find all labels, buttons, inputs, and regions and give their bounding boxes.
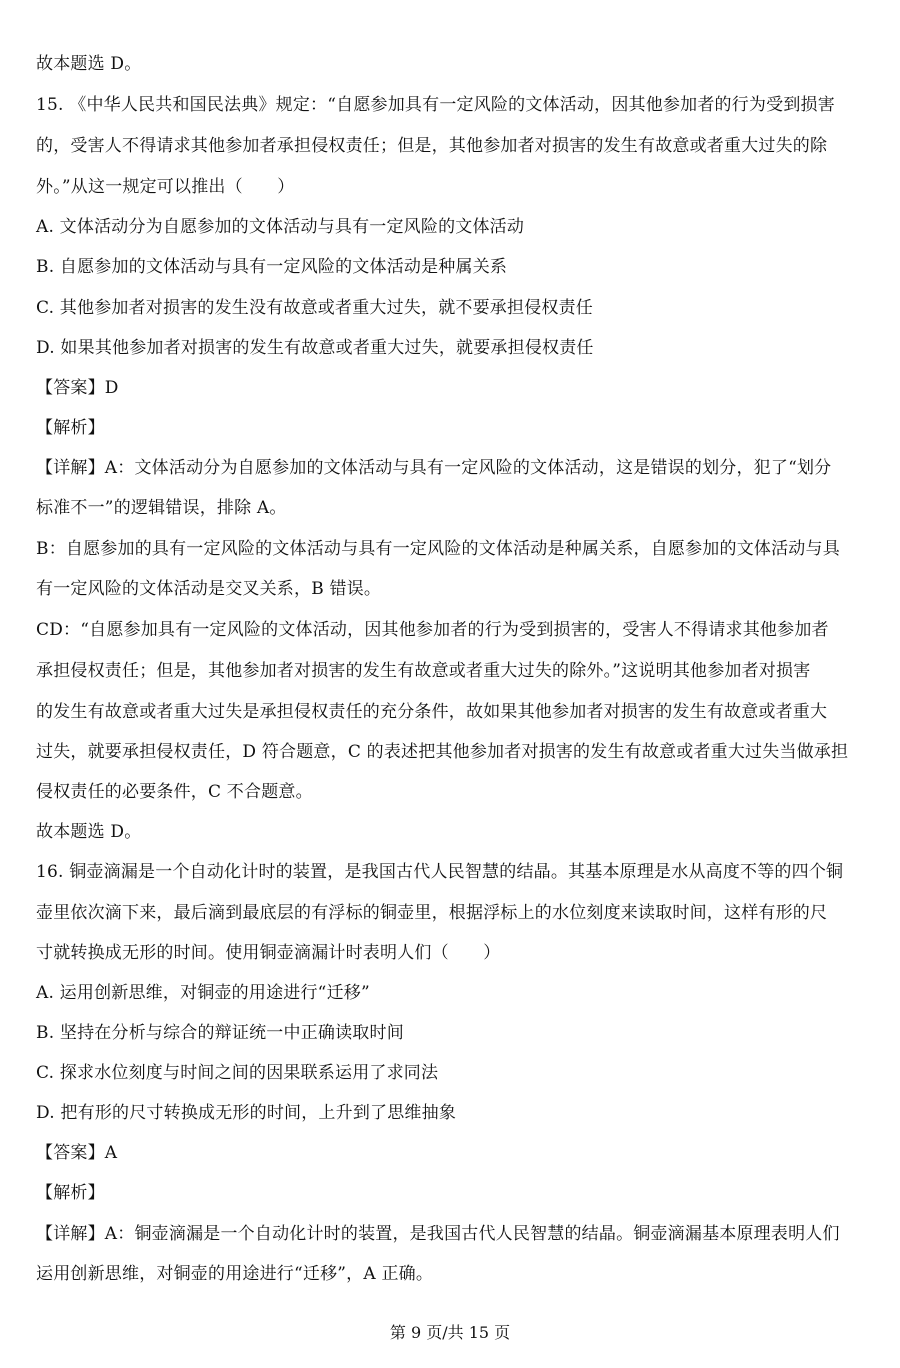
question-16-option-b: B. 坚持在分析与综合的辩证统一中正确读取时间: [36, 1023, 404, 1043]
question-15-detail: 【详解】A：文体活动分为自愿参加的文体活动与具有一定风险的文体活动，这是错误的划分，犯了“划分: [36, 458, 832, 478]
question-16-option-d: D. 把有形的尺寸转换成无形的时间，上升到了思维抽象: [36, 1103, 457, 1123]
question-15-detail: 的发生有故意或者重大过失是承担侵权责任的充分条件，故如果其他参加者对损害的发生有故意或者重大: [36, 702, 828, 722]
page-number-footer: 第 9 页/共 15 页: [389, 1323, 511, 1342]
question-15-detail: CD：“自愿参加具有一定风险的文体活动，因其他参加者的行为受到损害的，受害人不得请求其他参加者: [36, 620, 829, 640]
question-16-stem: 寸就转换成无形的时间。使用铜壶滴漏计时表明人们（ ）: [36, 943, 501, 963]
question-16-option-c: C. 探求水位刻度与时间之间的因果联系运用了求同法: [36, 1063, 439, 1083]
question-15-detail: 标准不一”的逻辑错误，排除 A。: [36, 498, 287, 518]
question-15-option-c: C. 其他参加者对损害的发生没有故意或者重大过失，就不要承担侵权责任: [36, 298, 594, 318]
question-15-answer: 【答案】D: [36, 378, 119, 398]
question-15-detail: 过失，就要承担侵权责任，D 符合题意，C 的表述把其他参加者对损害的发生有故意或者重大过失当做承担: [36, 742, 849, 762]
question-16-option-a: A. 运用创新思维，对铜壶的用途进行“迁移”: [36, 983, 370, 1003]
analysis-heading: 【解析】: [36, 418, 105, 438]
question-15-stem: 外。”从这一规定可以推出（ ）: [36, 177, 295, 197]
question-15-stem: 15. 《中华人民共和国民法典》规定：“自愿参加具有一定风险的文体活动，因其他参加者的行为受到损害: [36, 95, 835, 115]
question-16-detail: 【详解】A：铜壶滴漏是一个自动化计时的装置，是我国古代人民智慧的结晶。铜壶滴漏基本原理表明人们: [36, 1224, 840, 1244]
question-16-stem: 壶里依次滴下来，最后滴到最底层的有浮标的铜壶里，根据浮标上的水位刻度来读取时间，这样有形的尺: [36, 903, 828, 923]
question-15-option-a: A. 文体活动分为自愿参加的文体活动与具有一定风险的文体活动: [36, 217, 525, 237]
question-15-detail: 侵权责任的必要条件，C 不合题意。: [36, 782, 313, 802]
question-16-detail: 运用创新思维，对铜壶的用途进行“迁移”，A 正确。: [36, 1264, 434, 1284]
analysis-heading: 【解析】: [36, 1183, 105, 1203]
question-15-detail: B：自愿参加的具有一定风险的文体活动与具有一定风险的文体活动是种属关系，自愿参加的文体活动与具: [36, 539, 840, 559]
question-15-stem: 的，受害人不得请求其他参加者承担侵权责任；但是，其他参加者对损害的发生有故意或者重大过失的除: [36, 136, 828, 156]
question-15-option-d: D. 如果其他参加者对损害的发生有故意或者重大过失，就要承担侵权责任: [36, 338, 594, 358]
question-15-option-b: B. 自愿参加的文体活动与具有一定风险的文体活动是种属关系: [36, 257, 508, 277]
question-15-conclusion: 故本题选 D。: [36, 822, 142, 842]
question-15-detail: 承担侵权责任；但是，其他参加者对损害的发生有故意或者重大过失的除外。”这说明其他参加者对损害: [36, 661, 811, 681]
question-15-detail: 有一定风险的文体活动是交叉关系，B 错误。: [36, 579, 382, 599]
text-line: 故本题选 D。: [36, 54, 142, 74]
question-16-stem: 16. 铜壶滴漏是一个自动化计时的装置，是我国古代人民智慧的结晶。其基本原理是水从高度不等的四个铜: [36, 862, 844, 882]
question-16-answer: 【答案】A: [36, 1143, 118, 1163]
